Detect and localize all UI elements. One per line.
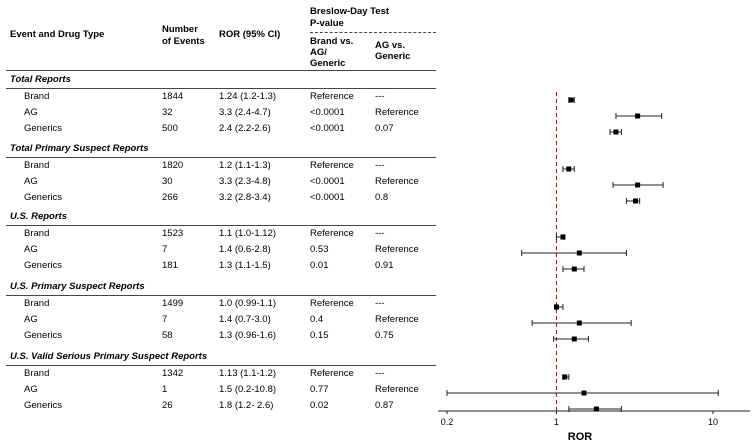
header-ag-vs-line2: Generic bbox=[375, 51, 411, 62]
cell-events: 30 bbox=[162, 176, 173, 187]
cell-ror: 1.0 (0.99-1.1) bbox=[219, 298, 277, 309]
cell-p-ag-vs: --- bbox=[375, 368, 385, 379]
header-ag-vs-line1: AG vs. bbox=[375, 40, 406, 51]
cell-p-ag-vs: Reference bbox=[375, 107, 419, 118]
header-brand-vs-line3: Generic bbox=[310, 58, 346, 69]
header-brand-vs-line2: AG/ bbox=[310, 47, 327, 58]
point-estimate bbox=[582, 391, 587, 396]
cell-events: 1523 bbox=[162, 228, 184, 239]
point-estimate bbox=[562, 375, 567, 380]
cell-drug: AG bbox=[24, 244, 38, 255]
cell-events: 1844 bbox=[162, 91, 184, 102]
x-tick-label: 0.2 bbox=[440, 417, 454, 427]
cell-drug: AG bbox=[24, 176, 38, 187]
point-estimate bbox=[594, 407, 599, 412]
cell-ror: 1.8 (1.2- 2.6) bbox=[219, 400, 274, 411]
header-event: Event and Drug Type bbox=[10, 29, 105, 40]
point-estimate bbox=[635, 114, 640, 119]
cell-p-brand-vs: <0.0001 bbox=[310, 176, 345, 187]
cell-drug: AG bbox=[24, 107, 38, 118]
cell-ror: 1.1 (1.0-1.12) bbox=[219, 228, 277, 239]
point-estimate bbox=[572, 267, 577, 272]
cell-drug: Brand bbox=[24, 298, 50, 309]
cell-p-ag-vs: Reference bbox=[375, 176, 419, 187]
cell-p-brand-vs: 0.02 bbox=[310, 400, 329, 411]
cell-events: 500 bbox=[162, 123, 178, 134]
x-axis-label: ROR bbox=[567, 431, 593, 443]
cell-p-brand-vs: Reference bbox=[310, 160, 354, 171]
cell-p-ag-vs: 0.8 bbox=[375, 192, 389, 203]
header-brand-vs-line1: Brand vs. bbox=[310, 36, 354, 47]
point-estimate bbox=[635, 183, 640, 188]
cell-drug: Generics bbox=[24, 123, 63, 134]
cell-ror: 1.3 (1.1-1.5) bbox=[219, 260, 271, 271]
header-breslow-line1: Breslow-Day Test bbox=[310, 6, 390, 17]
cell-drug: AG bbox=[24, 384, 38, 395]
section-title: U.S. Valid Serious Primary Suspect Reports bbox=[10, 351, 208, 362]
cell-drug: AG bbox=[24, 314, 38, 325]
header-breslow-line2: P-value bbox=[310, 18, 344, 29]
cell-events: 1 bbox=[162, 384, 168, 395]
cell-p-brand-vs: 0.77 bbox=[310, 384, 329, 395]
point-estimate bbox=[613, 130, 618, 135]
cell-ror: 1.4 (0.6-2.8) bbox=[219, 244, 271, 255]
cell-drug: Brand bbox=[24, 160, 50, 171]
cell-ror: 1.24 (1.2-1.3) bbox=[219, 91, 277, 102]
point-estimate bbox=[577, 321, 582, 326]
cell-ror: 3.3 (2.4-4.7) bbox=[219, 107, 271, 118]
cell-p-brand-vs: Reference bbox=[310, 228, 354, 239]
cell-p-ag-vs: --- bbox=[375, 228, 385, 239]
cell-events: 266 bbox=[162, 192, 178, 203]
cell-p-ag-vs: 0.75 bbox=[375, 330, 394, 341]
cell-p-brand-vs: 0.53 bbox=[310, 244, 329, 255]
section-title: U.S. Reports bbox=[10, 211, 68, 222]
section-title: Total Reports bbox=[10, 74, 71, 85]
cell-ror: 3.3 (2.3-4.8) bbox=[219, 176, 271, 187]
cell-drug: Brand bbox=[24, 228, 50, 239]
cell-p-brand-vs: Reference bbox=[310, 91, 354, 102]
cell-p-brand-vs: Reference bbox=[310, 368, 354, 379]
cell-events: 1820 bbox=[162, 160, 184, 171]
point-estimate bbox=[554, 305, 559, 310]
header-number-line1: Number bbox=[162, 24, 198, 35]
cell-p-ag-vs: --- bbox=[375, 160, 385, 171]
header-number-line2: of Events bbox=[162, 36, 205, 47]
point-estimate bbox=[560, 235, 565, 240]
cell-events: 181 bbox=[162, 260, 178, 271]
point-estimate bbox=[572, 337, 577, 342]
cell-p-ag-vs: Reference bbox=[375, 244, 419, 255]
cell-p-brand-vs: Reference bbox=[310, 298, 354, 309]
point-estimate bbox=[577, 251, 582, 256]
cell-ror: 1.3 (0.96-1.6) bbox=[219, 330, 277, 341]
cell-p-brand-vs: <0.0001 bbox=[310, 123, 345, 134]
section-title: Total Primary Suspect Reports bbox=[10, 143, 149, 154]
cell-ror: 1.4 (0.7-3.0) bbox=[219, 314, 271, 325]
cell-drug: Generics bbox=[24, 192, 63, 203]
cell-drug: Generics bbox=[24, 400, 63, 411]
point-estimate bbox=[566, 167, 571, 172]
cell-p-ag-vs: Reference bbox=[375, 384, 419, 395]
cell-p-brand-vs: 0.15 bbox=[310, 330, 329, 341]
cell-ror: 2.4 (2.2-2.6) bbox=[219, 123, 271, 134]
point-estimate bbox=[569, 98, 574, 103]
cell-events: 1499 bbox=[162, 298, 184, 309]
cell-p-brand-vs: <0.0001 bbox=[310, 192, 345, 203]
cell-ror: 1.13 (1.1-1.2) bbox=[219, 368, 277, 379]
cell-ror: 1.2 (1.1-1.3) bbox=[219, 160, 271, 171]
x-tick-label: 1 bbox=[553, 417, 559, 427]
point-estimate bbox=[633, 199, 638, 204]
cell-events: 32 bbox=[162, 107, 173, 118]
cell-events: 26 bbox=[162, 400, 173, 411]
cell-ror: 3.2 (2.8-3.4) bbox=[219, 192, 271, 203]
cell-p-ag-vs: --- bbox=[375, 91, 385, 102]
cell-p-ag-vs: 0.91 bbox=[375, 260, 394, 271]
cell-p-ag-vs: 0.07 bbox=[375, 123, 394, 134]
header-ror: ROR (95% CI) bbox=[219, 29, 281, 40]
cell-p-brand-vs: 0.01 bbox=[310, 260, 329, 271]
cell-p-brand-vs: <0.0001 bbox=[310, 107, 345, 118]
cell-events: 1342 bbox=[162, 368, 184, 379]
cell-ror: 1.5 (0.2-10.8) bbox=[219, 384, 277, 395]
cell-p-ag-vs: --- bbox=[375, 298, 385, 309]
cell-drug: Brand bbox=[24, 368, 50, 379]
cell-p-ag-vs: Reference bbox=[375, 314, 419, 325]
cell-events: 58 bbox=[162, 330, 173, 341]
cell-p-brand-vs: 0.4 bbox=[310, 314, 324, 325]
cell-drug: Generics bbox=[24, 330, 63, 341]
cell-events: 7 bbox=[162, 314, 168, 325]
section-title: U.S. Primary Suspect Reports bbox=[10, 281, 145, 292]
cell-events: 7 bbox=[162, 244, 168, 255]
x-tick-label: 10 bbox=[707, 417, 719, 427]
cell-drug: Brand bbox=[24, 91, 50, 102]
cell-drug: Generics bbox=[24, 260, 63, 271]
cell-p-ag-vs: 0.87 bbox=[375, 400, 394, 411]
